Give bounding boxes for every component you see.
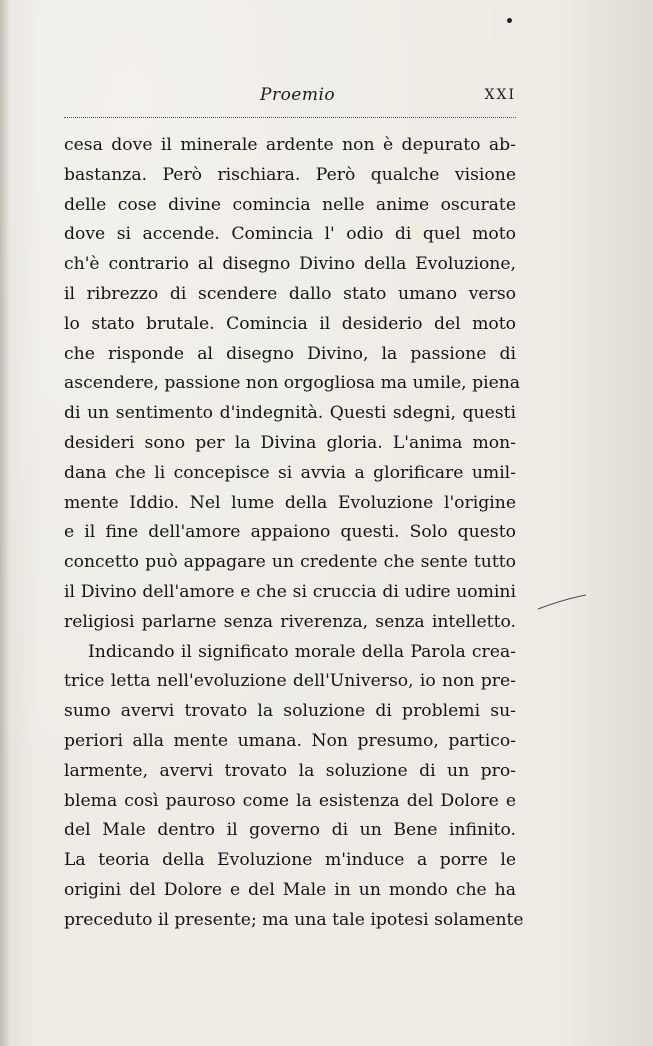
text-line: del Male dentro il governo di un Bene infinito. (64, 820, 516, 841)
text-line: sumo avervi trovato la soluzione di problemi su- (64, 701, 516, 722)
page-number: XXI (484, 87, 516, 103)
text-line-paragraph-start: Indicando il significato morale della Parola crea- (88, 641, 516, 662)
text-line: lo stato brutale. Comincia il desiderio del moto (64, 313, 516, 334)
running-head (64, 85, 516, 115)
ink-speck (507, 18, 512, 23)
text-line: La teoria della Evoluzione m'induce a porre le (64, 850, 516, 871)
text-line: desideri sono per la Divina gloria. L'anima mon- (64, 432, 516, 453)
text-line: concetto può appagare un credente che sente tutto (64, 552, 516, 573)
text-line: cesa dove il minerale ardente non è depurato ab- (64, 135, 516, 155)
text-line: mente Iddio. Nel lume della Evoluzione l'origine (64, 492, 516, 513)
text-line: dove si accende. Comincia l' odio di quel moto (64, 224, 516, 245)
text-line: trice letta nell'evoluzione dell'Universo, io non pre- (64, 671, 516, 692)
text-line: religiosi parlarne senza riverenza, senza intelletto. (64, 611, 516, 632)
text-line: preceduto il presente; ma una tale ipotesi solamente (64, 909, 524, 930)
text-line: e il fine dell'amore appaiono questi. Solo questo (64, 522, 516, 543)
page-edge-shadow (0, 0, 10, 1046)
body-text (64, 131, 524, 936)
text-line: ch'è contrario al disegno Divino della Evoluzione, (64, 254, 516, 275)
text-line: di un sentimento d'indegnità. Questi sdegni, questi (64, 403, 516, 424)
section-title: Proemio (260, 85, 336, 105)
text-line: il ribrezzo di scendere dallo stato umano verso (64, 283, 516, 304)
text-line: origini del Dolore e del Male in un mondo che ha (64, 879, 516, 900)
text-line: bastanza. Però rischiara. Però qualche visione (64, 164, 516, 185)
header-rule (64, 117, 516, 118)
text-line: blema così pauroso come la esistenza del Dolore e (64, 790, 516, 811)
text-line: periori alla mente umana. Non presumo, partico- (64, 730, 516, 751)
text-line: delle cose divine comincia nelle anime oscurate (64, 194, 516, 215)
text-line: che risponde al disegno Divino, la passione di (64, 343, 516, 364)
text-line: ascendere, passione non orgogliosa ma umile, piena (64, 373, 521, 394)
margin-pencil-mark (536, 592, 588, 612)
text-line: il Divino dell'amore e che si cruccia di udire uomini (64, 581, 516, 602)
text-line: dana che li concepisce si avvia a glorificare umil- (64, 462, 516, 483)
text-line: larmente, avervi trovato la soluzione di un pro- (64, 760, 516, 781)
